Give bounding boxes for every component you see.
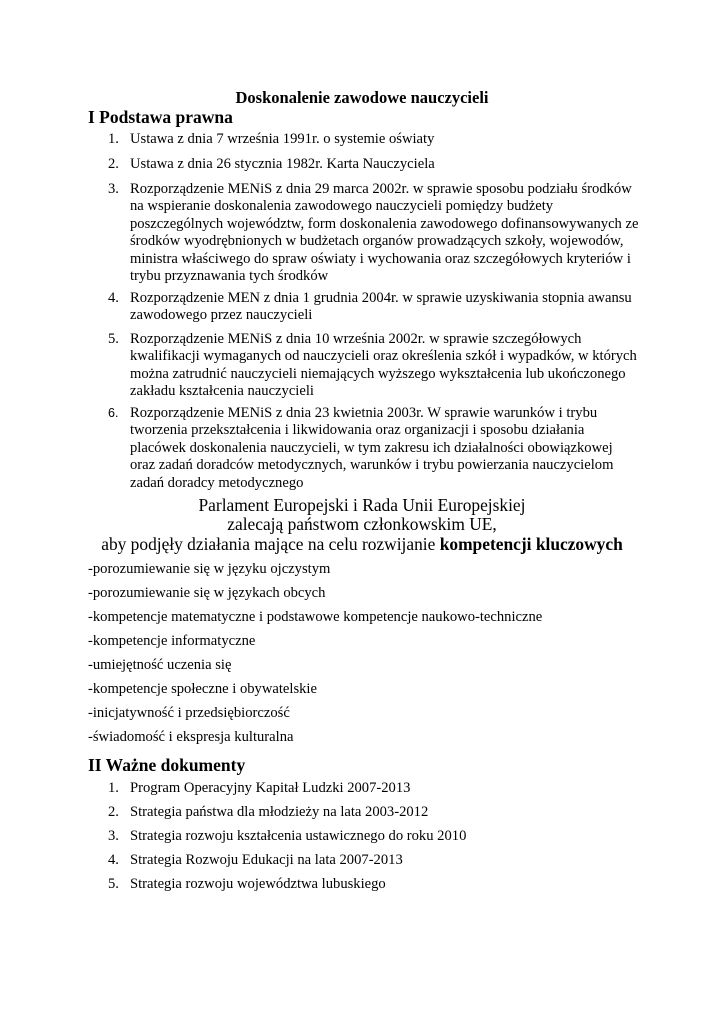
recommendation-text: aby podjęły działania mające na celu rozwijanie: [101, 534, 440, 554]
legal-basis-list: [88, 156, 648, 173]
competence-item: -kompetencje społeczne i obywatelskie: [88, 681, 317, 697]
list-item-line: zawodowego przez nauczycieli: [130, 307, 313, 324]
recommendation-line-1: Parlament Europejski i Rada Unii Europejskiej: [198, 495, 526, 515]
list-item: [88, 876, 648, 893]
competence-item: -kompetencje matematyczne i podstawowe kompetencje naukowo-techniczne: [88, 609, 543, 625]
list-item-text: Strategia rozwoju kształcenia ustawicznego do roku 2010: [130, 828, 467, 844]
list-item: [88, 331, 648, 401]
recommendation-line-3: [0, 535, 724, 554]
list-number: 1.: [108, 780, 119, 796]
list-number: 5.: [108, 331, 119, 347]
list-item-line: trybu przyznawania tych środków: [130, 268, 329, 285]
list-number: 4.: [108, 852, 119, 868]
documents-list: [88, 852, 648, 869]
competence-item: -umiejętność uczenia się: [88, 657, 232, 673]
list-item-text: Strategia Rozwoju Edukacji na lata 2007-2013: [130, 852, 403, 868]
list-item-text: Strategia rozwoju województwa lubuskiego: [130, 876, 386, 892]
list-item-line: Rozporządzenie MEN z dnia 1 grudnia 2004r. w sprawie uzyskiwania stopnia awansu: [130, 290, 632, 306]
list-item: [88, 131, 648, 148]
list-item: [88, 181, 648, 285]
competence-item: -inicjatywność i przedsiębiorczość: [88, 705, 290, 721]
list-item-line: Rozporządzenie MENiS z dnia 10 września 2002r. w sprawie szczegółowych: [130, 331, 582, 347]
competence-item: -porozumiewanie się w języku ojczystym: [88, 561, 331, 577]
competence-item: -świadomość i ekspresja kulturalna: [88, 729, 294, 745]
list-item-line: na wspieranie doskonalenia zawodowego nauczycieli pomiędzy budżety: [130, 198, 554, 215]
list-item-line: oraz zadań doradców metodycznych, warunków i trybu powierzania nauczycielom: [130, 457, 614, 474]
list-item-line: Rozporządzenie MENiS z dnia 23 kwietnia 2003r. W sprawie warunków i trybu: [130, 405, 598, 421]
list-item: [88, 828, 648, 845]
documents-list: [88, 828, 648, 845]
list-number: 3.: [108, 181, 119, 197]
competence-item: -kompetencje informatyczne: [88, 633, 256, 649]
list-item: [88, 405, 648, 492]
legal-basis-list: [88, 331, 648, 401]
list-number: 2.: [108, 156, 119, 172]
list-number: 1.: [108, 131, 119, 147]
competence-item: -porozumiewanie się w językach obcych: [88, 585, 326, 601]
list-item-line: zakładu kształcenia nauczycieli: [130, 383, 314, 400]
list-item: [88, 804, 648, 821]
list-item-line: zadań doradcy metodycznego: [130, 474, 304, 491]
document-title: Doskonalenie zawodowe nauczycieli: [235, 88, 489, 107]
documents-list: [88, 876, 648, 893]
key-competences-emphasis: kompetencji kluczowych: [439, 534, 623, 554]
list-item-line: kwalifikacji wymaganych od nauczycieli oraz określenia szkół i wypadków, w których: [130, 348, 637, 365]
section1-heading: I Podstawa prawna: [88, 107, 233, 127]
list-number: 3.: [108, 828, 119, 844]
list-item-text: Ustawa z dnia 26 stycznia 1982r. Karta Nauczyciela: [130, 156, 435, 172]
list-item-text: Program Operacyjny Kapitał Ludzki 2007-2013: [130, 780, 411, 796]
list-item: [88, 780, 648, 797]
list-number: 6.: [108, 406, 119, 420]
list-item-line: tworzenia przekształcenia i likwidowania oraz organizacji i sposobu działania: [130, 422, 585, 439]
documents-list: [88, 780, 648, 797]
recommendation-line-2: zalecają państwom członkowskim UE,: [227, 514, 497, 534]
list-item: [88, 156, 648, 173]
list-item-line: poszczególnych województw, form doskonalenia zawodowego dofinansowywanych ze: [130, 215, 639, 232]
list-number: 4.: [108, 290, 119, 306]
list-number: 5.: [108, 876, 119, 892]
list-item: [88, 290, 648, 325]
documents-list: [88, 804, 648, 821]
legal-basis-list: [88, 181, 648, 285]
list-item: [88, 852, 648, 869]
legal-basis-list: [88, 131, 648, 148]
list-number: 2.: [108, 804, 119, 820]
list-item-line: Rozporządzenie MENiS z dnia 29 marca 2002r. w sprawie sposobu podziału środków: [130, 181, 632, 197]
legal-basis-list: [88, 290, 648, 325]
list-item-text: Ustawa z dnia 7 września 1991r. o systemie oświaty: [130, 131, 435, 147]
list-item-line: ministra właściwego do spraw oświaty i wychowania oraz szczegółowych kryteriów i: [130, 250, 631, 267]
list-item-line: środków wyodrębnionych w budżetach organów prowadzących szkoły, wojewodów,: [130, 233, 624, 250]
list-item-line: placówek doskonalenia nauczycieli, w tym zakresu ich działalności obowiązkowej: [130, 439, 613, 456]
list-item-line: można zatrudnić nauczycieli niemających wyższego wykształcenia lub ukończonego: [130, 365, 626, 382]
legal-basis-list: [88, 405, 648, 492]
list-item-text: Strategia państwa dla młodzieży na lata 2003-2012: [130, 804, 429, 820]
section2-heading: II Ważne dokumenty: [88, 755, 246, 775]
